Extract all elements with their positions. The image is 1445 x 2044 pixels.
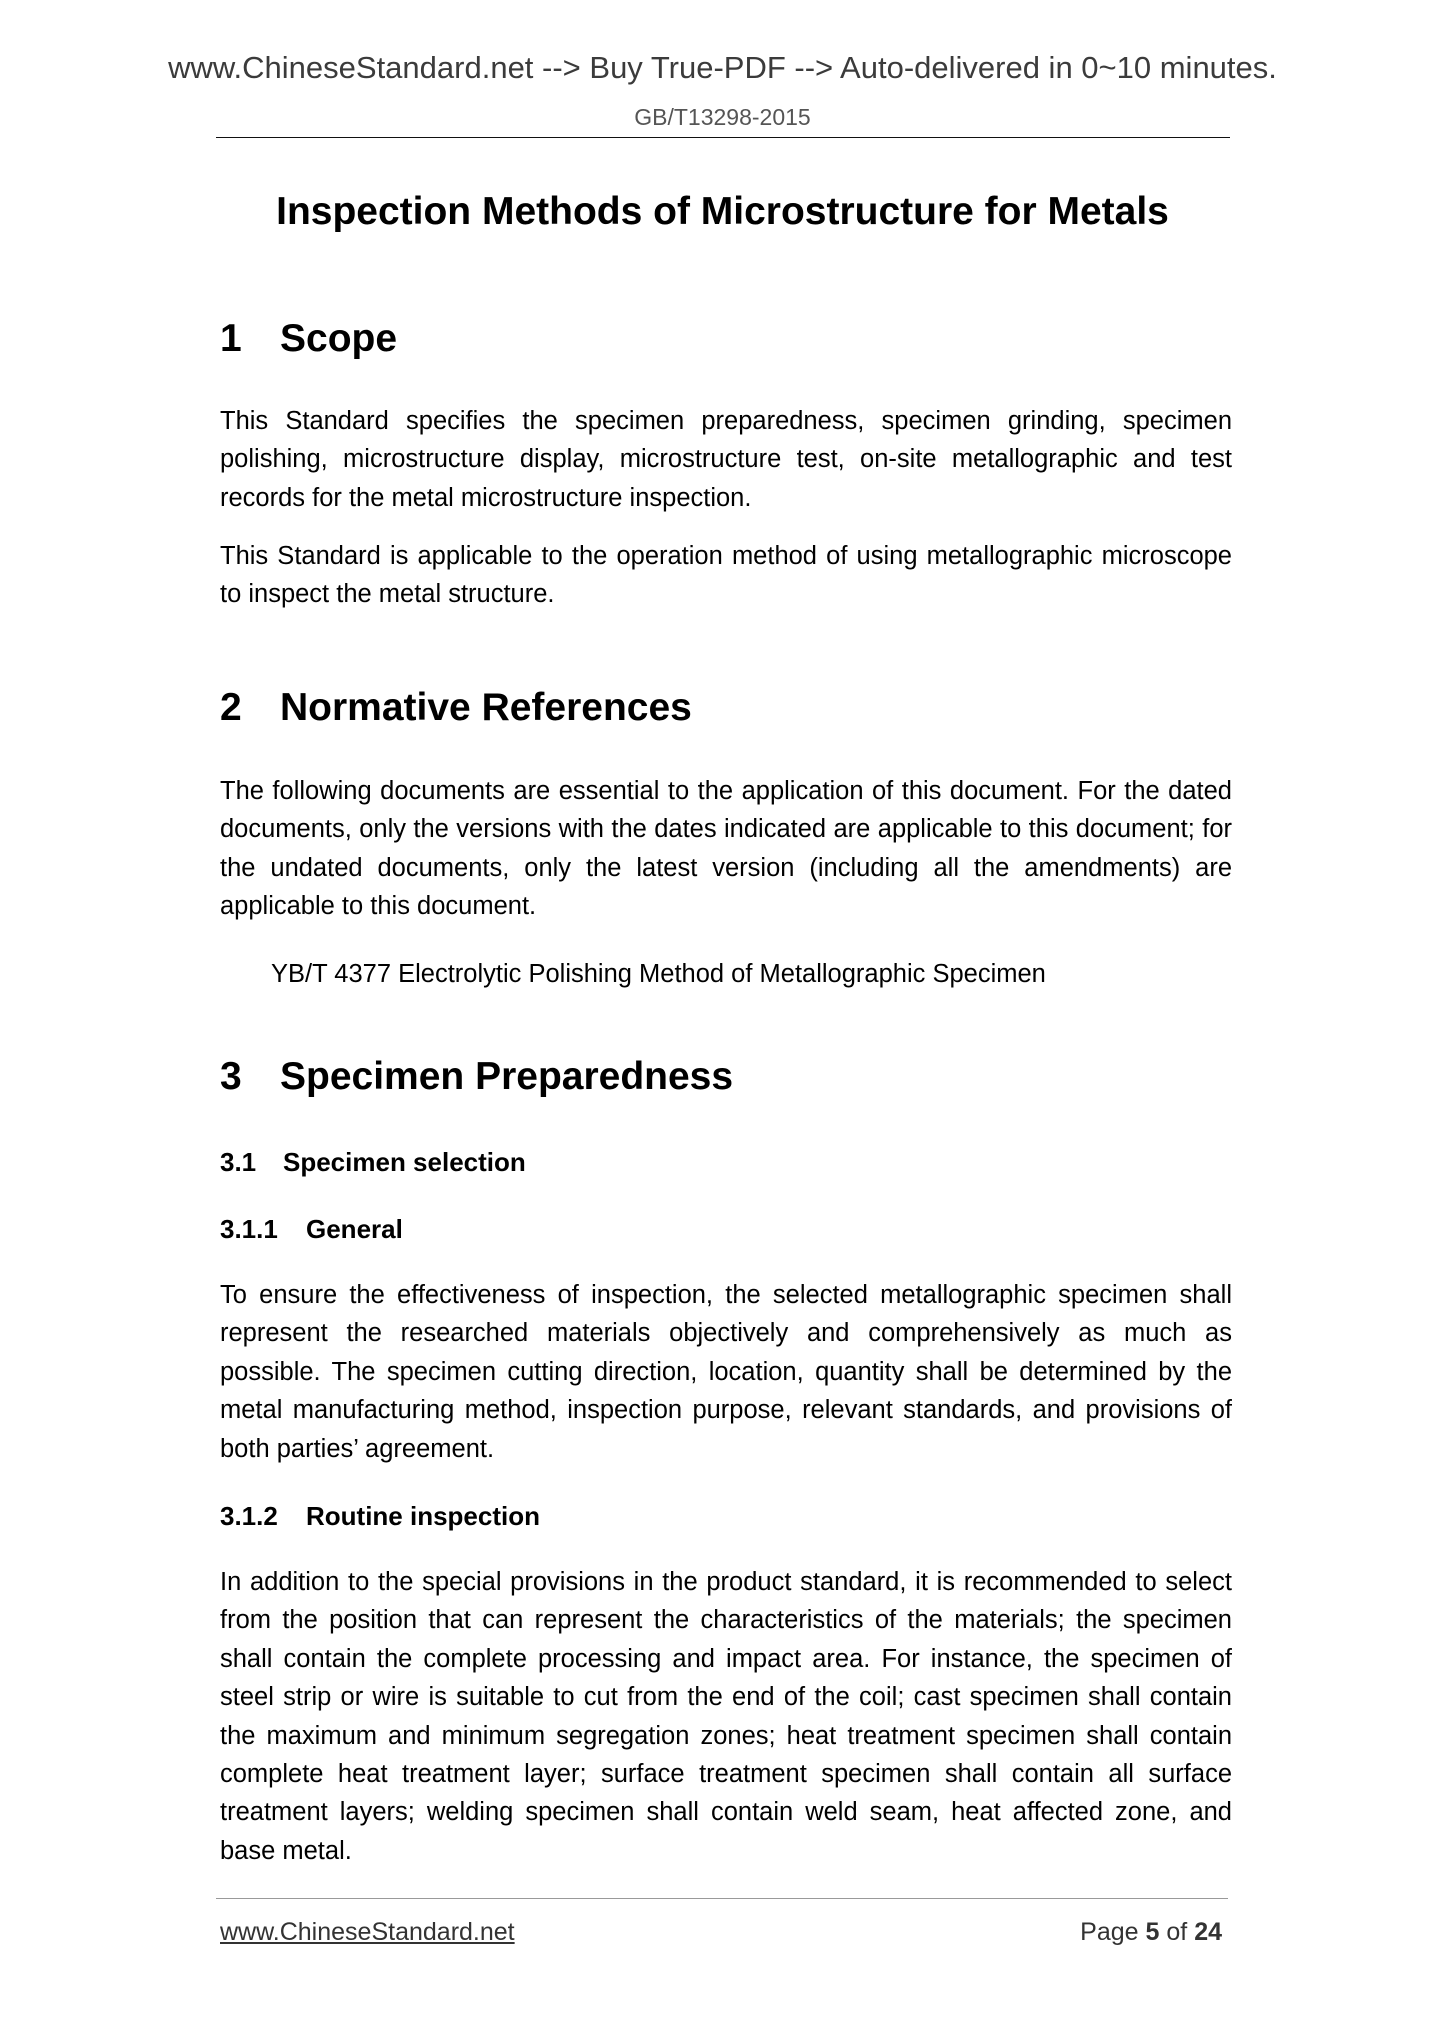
- section-number: 1: [220, 317, 242, 360]
- section-heading-normative-references: [220, 688, 692, 727]
- header-divider: [216, 137, 1230, 138]
- scope-paragraph-1: This Standard specifies the specimen preparedness, specimen grinding, specimen polishing, microstructure display, microstructure test, on-site metallographic and test records for the metal microstructure inspection.: [220, 407, 1232, 512]
- current-page-number: 5: [1145, 1918, 1160, 1946]
- subsection-title: Specimen selection: [283, 1147, 526, 1177]
- routine-inspection-paragraph: In addition to the special provisions in the product standard, it is recommended to select from the position that can represent the characteristics of the materials; the specimen shall contain the complete processing and impact area. For instance, the specimen of steel strip or wire is suitable to cut from the end of the coil; cast specimen shall contain the maximum and minimum segregation zones; heat treatment specimen shall contain complete heat treatment layer; surface treatment specimen shall contain all surface treatment layers; welding specimen shall contain weld seam, heat affected zone, and base metal.: [220, 1568, 1232, 1865]
- section-heading-specimen-preparedness: [220, 1057, 733, 1096]
- subsection-number: 3.1.1: [220, 1214, 278, 1244]
- header-banner: www.ChineseStandard.net --> Buy True-PDF --> Auto-delivered in 0~10 minutes.: [168, 50, 1277, 85]
- page-indicator: [1080, 1920, 1222, 1945]
- section-title: Normative References: [280, 686, 692, 729]
- footer-website-link[interactable]: www.ChineseStandard.net: [220, 1918, 515, 1946]
- document-title: Inspection Methods of Microstructure for Metals: [276, 190, 1169, 233]
- subsection-number: 3.1.2: [220, 1501, 278, 1531]
- scope-paragraph-2: This Standard is applicable to the operation method of using metallographic microscope to inspect the metal structure.: [220, 542, 1232, 609]
- reference-item: YB/T 4377 Electrolytic Polishing Method of Metallographic Specimen: [271, 960, 1046, 988]
- footer-divider: [216, 1898, 1228, 1899]
- general-paragraph: To ensure the effectiveness of inspection, the selected metallographic specimen shall represent the researched materials objectively and comprehensively as much as possible. The specimen cutting direction, location, quantity shall be determined by the metal manufacturing method, inspection purpose, relevant standards, and provisions of both parties’ agreement.: [220, 1281, 1232, 1463]
- subsection-heading-specimen-selection: [220, 1149, 526, 1175]
- section-title: Specimen Preparedness: [280, 1055, 734, 1098]
- subsection-title: General: [306, 1214, 403, 1244]
- references-paragraph: The following documents are essential to the application of this document. For the dated documents, only the versions with the dates indicated are applicable to this document; for the undated documents, only the latest version (including all the amendments) are applicable to this document.: [220, 777, 1232, 921]
- subsection-title: Routine inspection: [306, 1501, 540, 1531]
- section-number: 2: [220, 686, 242, 729]
- document-number: GB/T13298-2015: [634, 104, 811, 130]
- section-title: Scope: [280, 317, 398, 360]
- page-of-label: of: [1166, 1918, 1188, 1946]
- subsection-heading-routine-inspection: [220, 1503, 540, 1529]
- total-page-count: 24: [1194, 1918, 1222, 1946]
- section-number: 3: [220, 1055, 242, 1098]
- section-heading-scope: [220, 319, 397, 358]
- subsection-heading-general: [220, 1216, 403, 1242]
- subsection-number: 3.1: [220, 1147, 257, 1177]
- page-prefix: Page: [1080, 1918, 1139, 1946]
